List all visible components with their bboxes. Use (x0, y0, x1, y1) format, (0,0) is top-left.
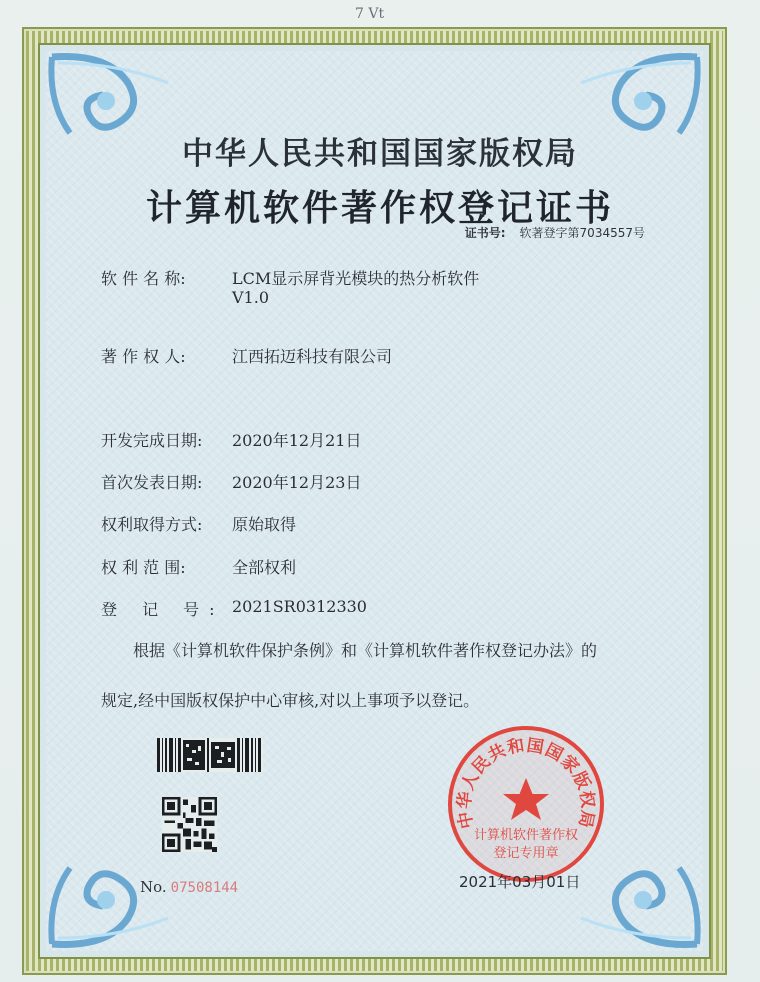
seal-line-2: 登记专用章 (493, 846, 559, 861)
field-value: LCM显示屏背光模块的热分析软件 (232, 269, 480, 288)
issuing-office-title: 中华人民共和国国家版权局 (182, 136, 578, 172)
field-value: 原始取得 (232, 515, 297, 534)
field-label: 开发完成日期: (101, 431, 203, 450)
certificate-number (465, 224, 645, 241)
field-value: 2021SR0312330 (232, 597, 367, 616)
seal-arc-text: 中华人民共和国国家版权局 (454, 735, 598, 831)
field-value-version: V1.0 (232, 288, 269, 307)
field-label: 权 利 范 围: (101, 558, 186, 577)
serial-value: 07508144 (170, 880, 239, 896)
field-label: 著 作 权 人: (101, 347, 186, 366)
field-label: 登 记 号: (101, 600, 225, 619)
serial-number (140, 878, 238, 896)
statement-line-1: 根据《计算机软件保护条例》和《计算机软件著作权登记办法》的 (133, 641, 598, 660)
serial-prefix: No. (140, 878, 167, 896)
issue-date: 2021年03月01日 (459, 873, 581, 891)
edge-mark: 7 Vt (355, 6, 385, 22)
certificate-title: 计算机软件著作权登记证书 (145, 187, 614, 229)
field-label: 软 件 名 称: (101, 269, 186, 288)
field-value: 2020年12月21日 (232, 431, 362, 450)
certificate-number-value: 软著登字第7034557号 (519, 226, 645, 240)
official-seal (444, 722, 608, 886)
field-value: 2020年12月23日 (232, 473, 362, 492)
registration-statement (101, 626, 661, 726)
corner-ornament-bottom-left (48, 848, 198, 948)
certificate-number-label: 证书号: (464, 226, 506, 240)
statement-line-2: 规定,经中国版权保护中心审核,对以上事项予以登记。 (101, 691, 480, 710)
field-value: 江西拓迈科技有限公司 (232, 347, 393, 366)
barcode-icon (157, 738, 263, 772)
seal-line-1: 计算机软件著作权 (473, 828, 579, 843)
field-value: 全部权利 (232, 558, 297, 577)
field-label: 首次发表日期: (101, 473, 203, 492)
field-label: 权利取得方式: (101, 515, 203, 534)
qr-code-icon (162, 797, 217, 852)
